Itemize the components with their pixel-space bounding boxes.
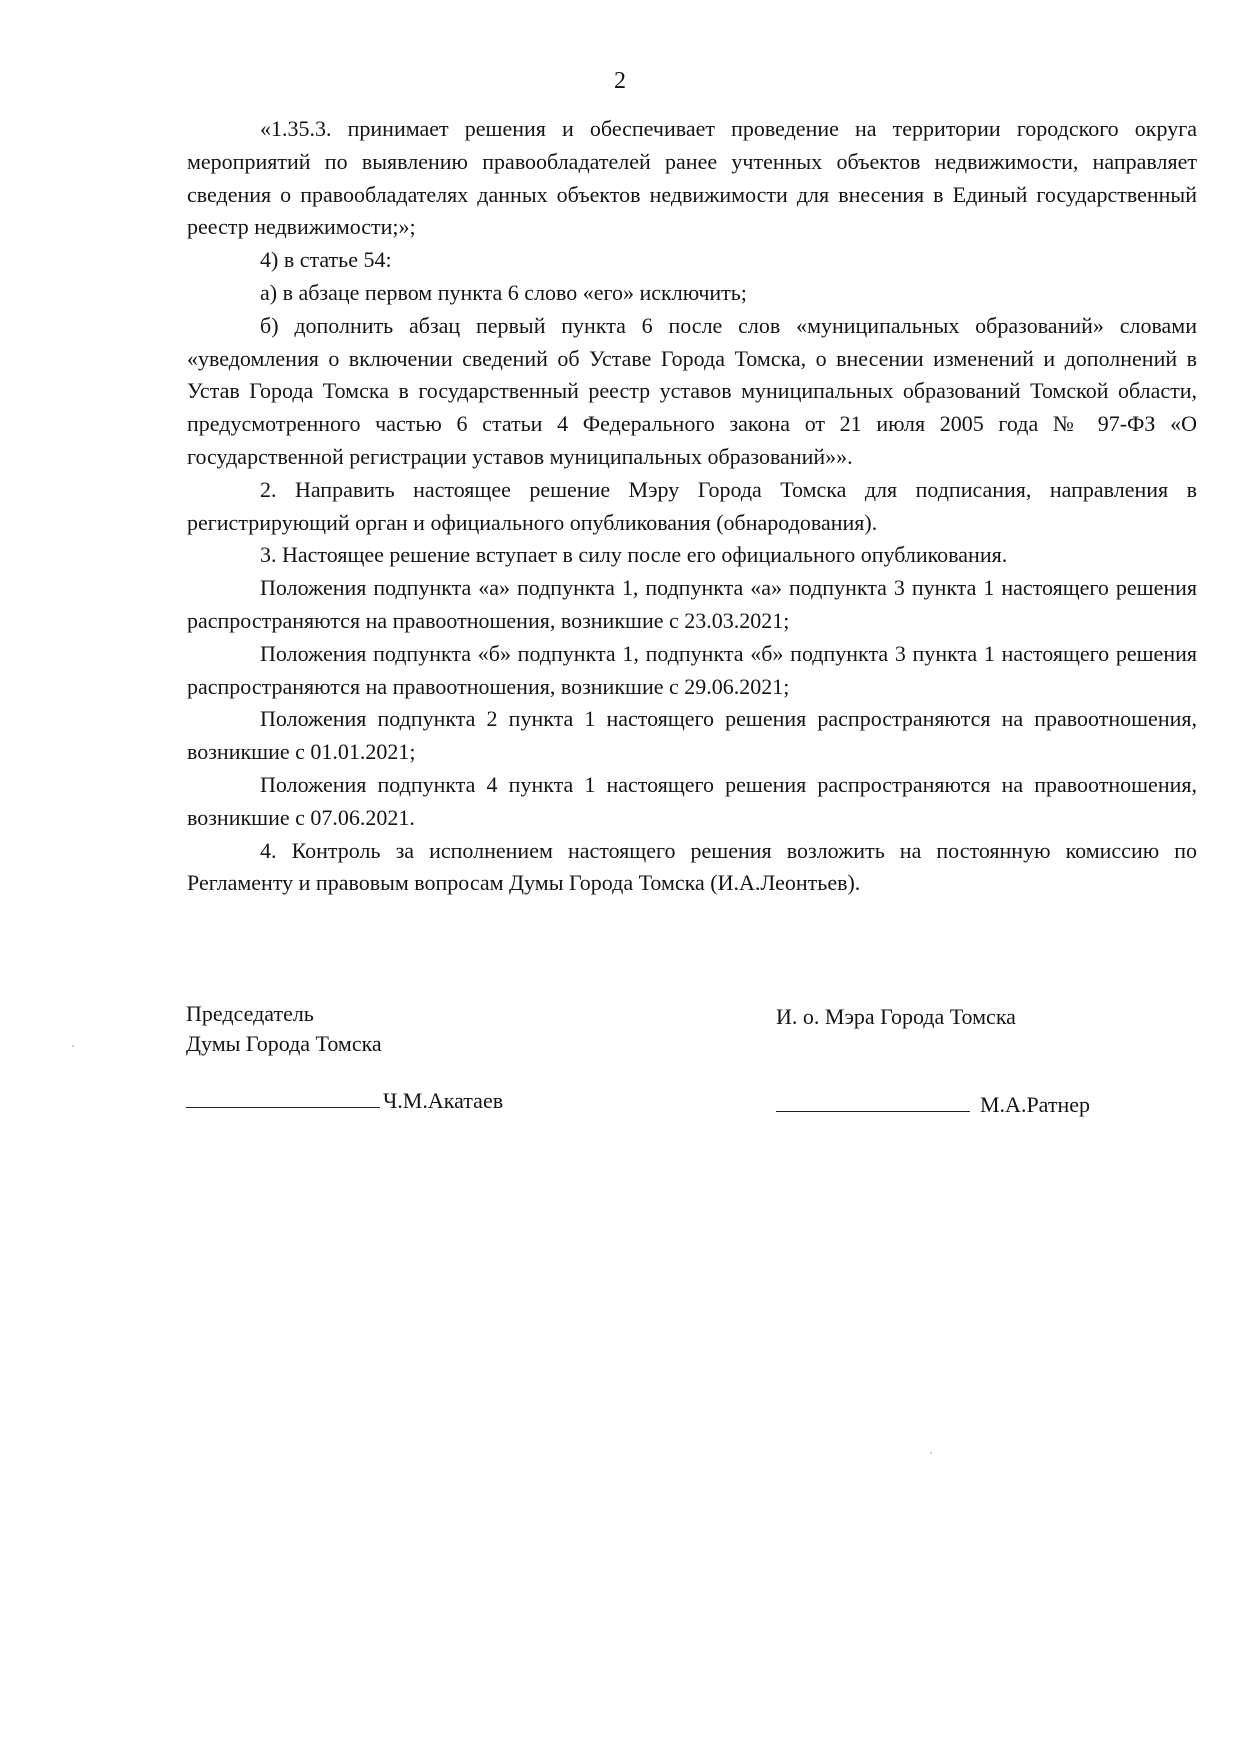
document-body	[187, 113, 1197, 900]
paragraph-provision-3: Положения подпункта 2 пункта 1 настоящего решения распространяются на правоотношения, возникшие с 01.01.2021;	[187, 706, 1197, 765]
paragraph-item-2: 2. Направить настоящее решение Мэру Города Томска для подписания, направления в регистрирующий орган и официального опубликования (обнародования).	[187, 476, 1197, 535]
paragraph-provision-4: Положения подпункта 4 пункта 1 настоящего решения распространяются на правоотношения, возникшие с 07.06.2021.	[187, 771, 1197, 830]
paragraph-1-35-3: «1.35.3. принимает решения и обеспечивает проведение на территории городского округа мероприятий по выявлению правообладателей ранее учтенных объектов недвижимости, направляет сведения о правообладателях данных объектов недвижимости для внесения в Единый государственный реестр недвижимости;»;	[187, 116, 1197, 240]
page-number: 2	[614, 68, 626, 94]
paragraph-item-3: 3. Настоящее решение вступает в силу после его официального опубликования.	[260, 542, 1008, 568]
mayor-signature-block	[776, 1090, 1090, 1120]
scan-speck	[930, 1452, 932, 1454]
paragraph-subitem-b: б) дополнить абзац первый пункта 6 после слов «муниципальных образований» словами «уведомления о включении сведений об Уставе Города Томска, о внесении изменений и дополнений в Устав Города Томска в государственный реестр уставов муниципальных образований Томской области, предусмотренного частью 6 статьи 4 Федерального закона от 21 июля 2005 года № 97-ФЗ «О государственной регистрации уставов муниципальных образований»».	[187, 312, 1197, 469]
chairman-name: Ч.М.Акатаев	[383, 1088, 504, 1113]
chairman-signature-title	[186, 999, 382, 1059]
paragraph-provision-2: Положения подпункта «б» подпункта 1, подпункта «б» подпункта 3 пункта 1 настоящего решения распространяются на правоотношения, возникшие с 29.06.2021;	[187, 640, 1197, 699]
mayor-name: М.А.Ратнер	[980, 1092, 1091, 1117]
chairman-title-line2: Думы Города Томска	[186, 1031, 382, 1056]
chairman-title-line1: Председатель	[186, 1001, 314, 1026]
mayor-signature-title: И. о. Мэра Города Томска	[776, 1004, 1016, 1029]
mayor-signature-line	[776, 1110, 970, 1112]
paragraph-item-4: 4. Контроль за исполнением настоящего решения возложить на постоянную комиссию по Регламенту и правовым вопросам Думы Города Томска (И.А.Леонтьев).	[187, 837, 1197, 896]
paragraph-article-54: 4) в статье 54:	[260, 247, 392, 273]
chairman-signature-line	[186, 1106, 380, 1108]
chairman-signature-block	[186, 1086, 503, 1116]
paragraph-provision-1: Положения подпункта «а» подпункта 1, подпункта «а» подпункта 3 пункта 1 настоящего решения распространяются на правоотношения, возникшие с 23.03.2021;	[187, 575, 1197, 633]
scan-speck	[72, 1045, 74, 1047]
paragraph-subitem-a: а) в абзаце первом пункта 6 слово «его» исключить;	[260, 279, 747, 305]
